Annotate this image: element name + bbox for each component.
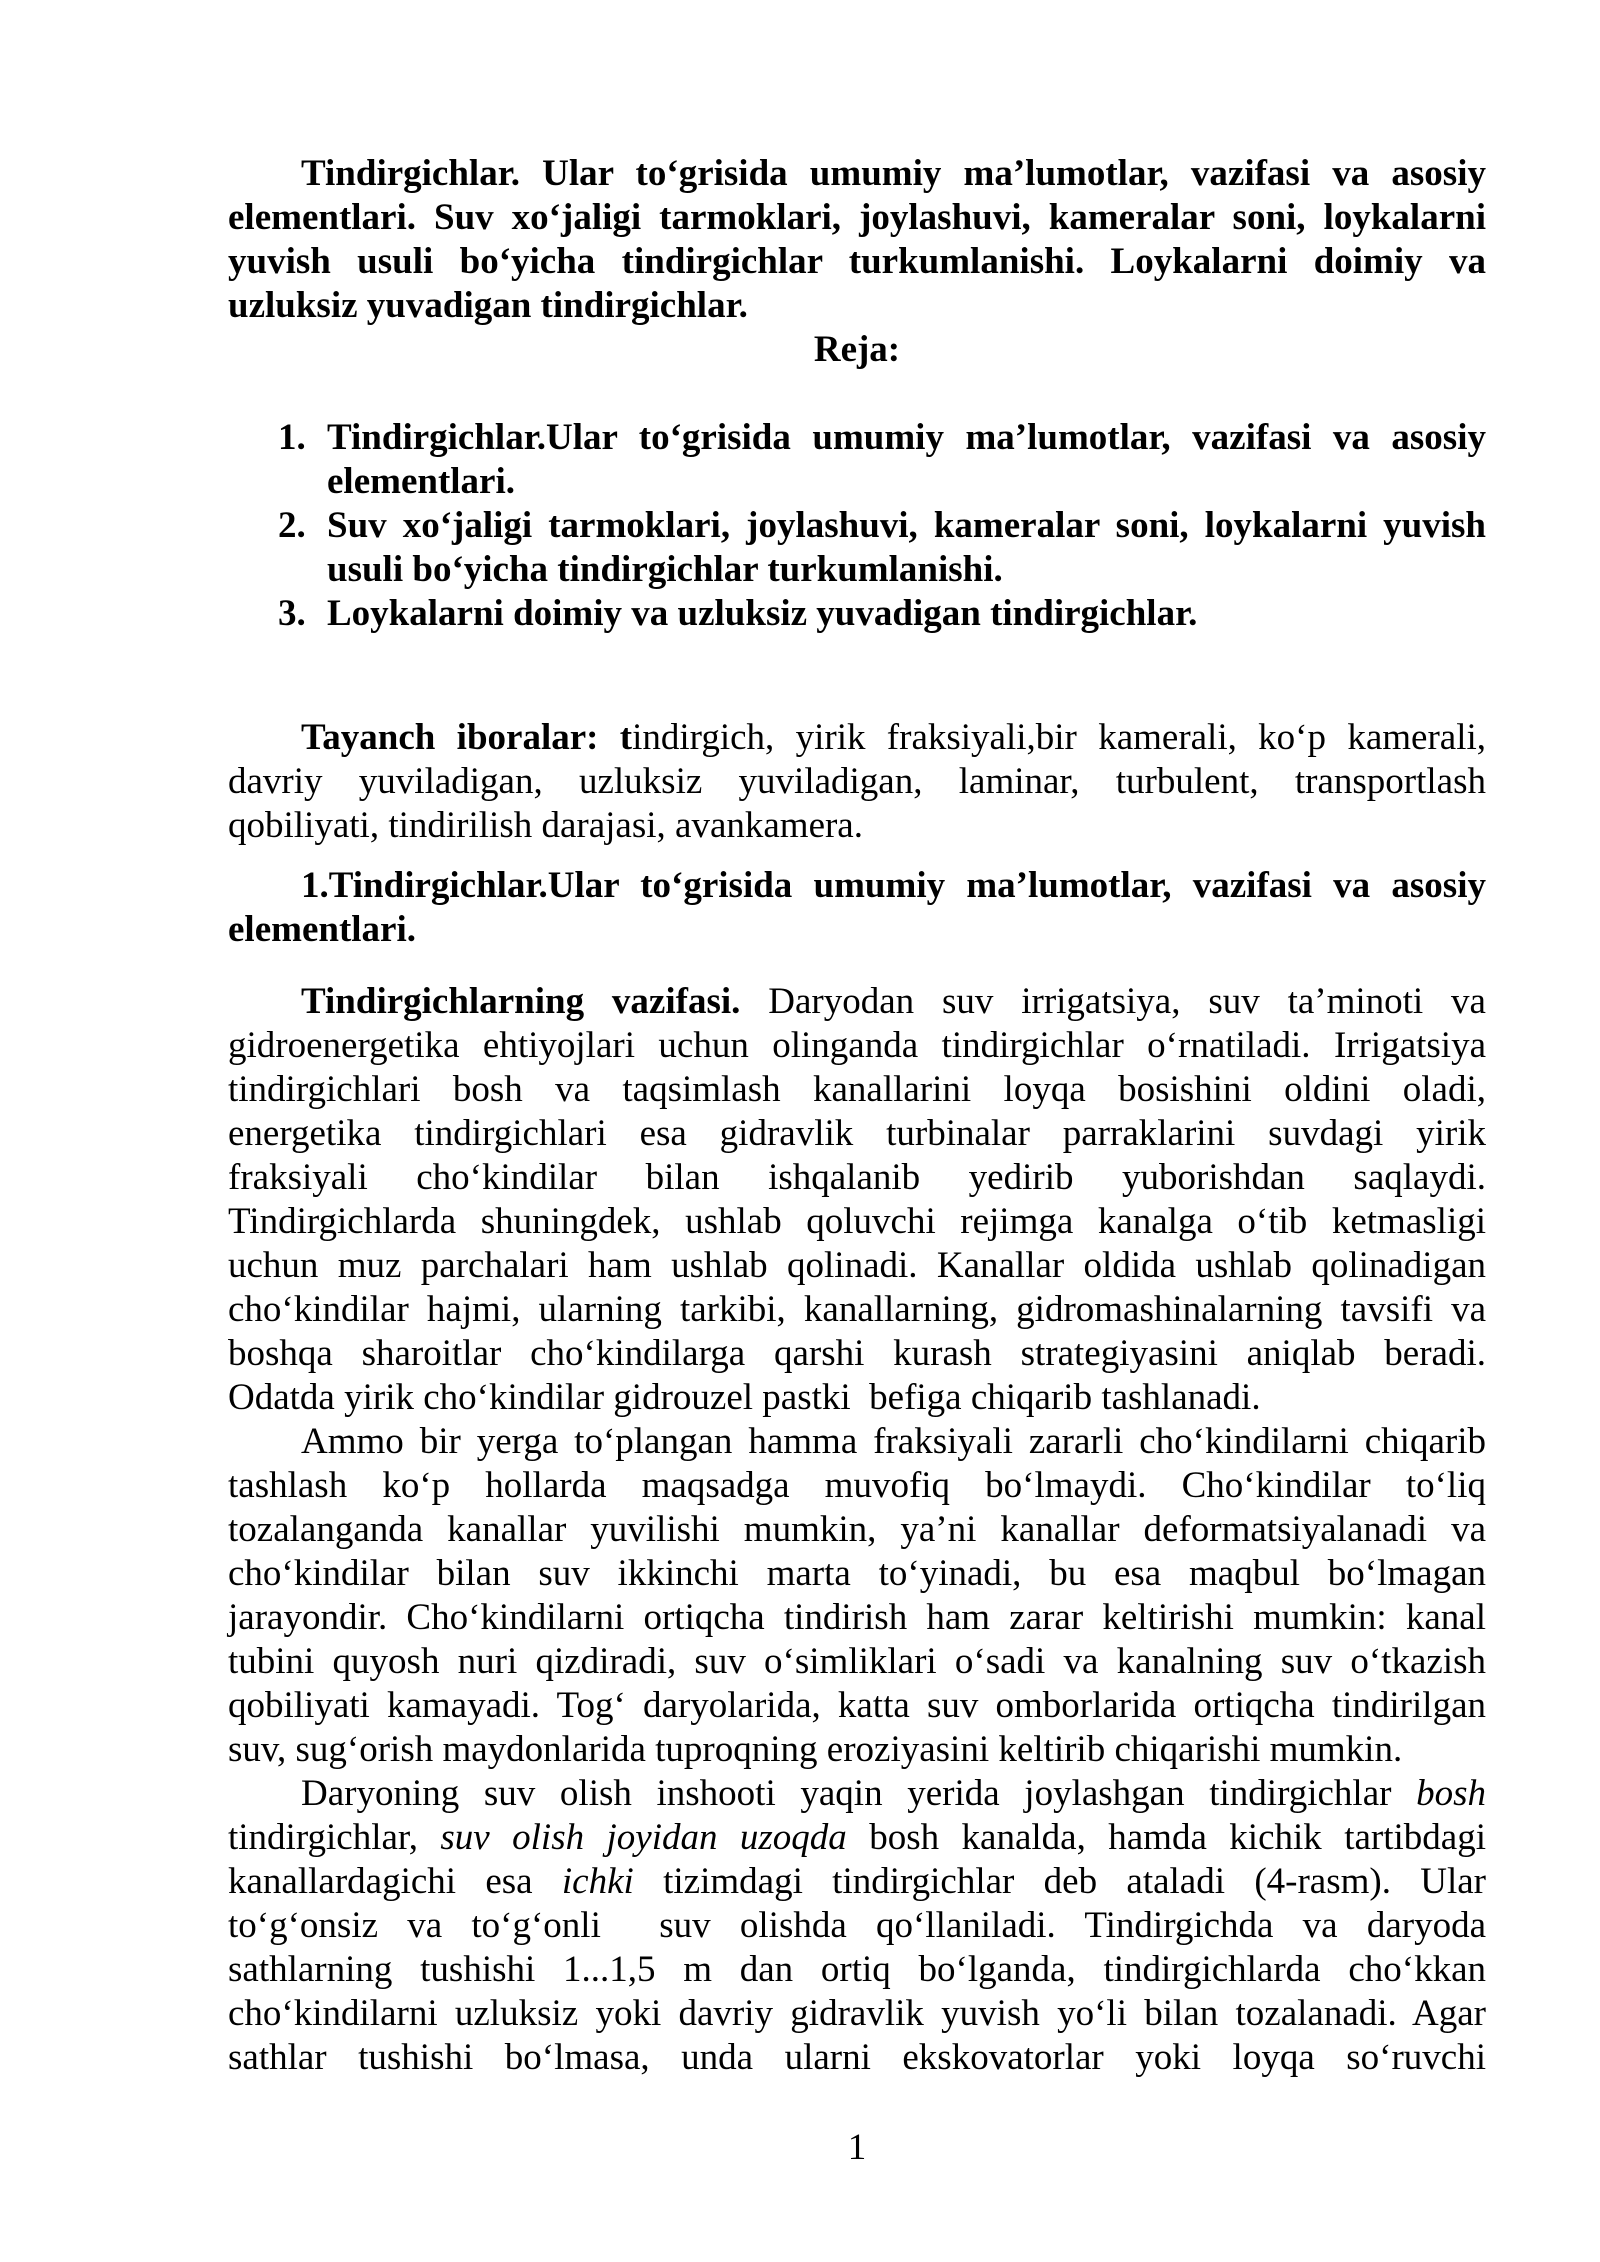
text-line (228, 908, 1486, 952)
text-run: cho‘kindilar hajmi, ularning tarkibi, kanallarning, gidromashinalarning tavsifi va (228, 1289, 1486, 1330)
spacer (228, 848, 1486, 864)
text-run: Tindirgichlar. Ular to‘grisida umumiy ma’lumotlar, vazifasi va asosiy (301, 153, 1486, 194)
text-run: fraksiyali cho‘kindilar bilan ishqalanib yedirib yuborishdan saqlaydi. (228, 1157, 1486, 1198)
text-line (228, 1948, 1486, 1992)
text-run: Loykalarni doimiy va uzluksiz yuvadigan tindirgichlar. (327, 593, 1198, 634)
spacer (228, 952, 1486, 980)
text-run: Suv xo‘jaligi tarmoklari, joylashuvi, kameralar soni, loykalarni yuvish (327, 505, 1486, 546)
text-line (228, 1464, 1486, 1508)
list-number: 1. (278, 417, 306, 458)
text-run: sathlar tushishi bo‘lmasa, unda ularni ekskovatorlar yoki loyqa so‘ruvchi (228, 2037, 1486, 2078)
text-run: gidroenergetika ehtiyojlari uchun olinganda tindirgichlar o‘rnatiladi. Irrigatsiya (228, 1025, 1486, 1066)
text-run: indirgich, yirik fraksiyali,bir kamerali, ko‘p kamerali, (632, 717, 1486, 758)
text-line (228, 1772, 1486, 1816)
text-line (228, 284, 1486, 328)
text-line (228, 1376, 1486, 1420)
text-run: energetika tindirgichlari esa gidravlik turbinalar parraklarini suvdagi yirik (228, 1113, 1486, 1154)
text-line (228, 760, 1486, 804)
text-run: elementlari. (228, 909, 416, 950)
text-line (228, 460, 1486, 504)
text-run: suv, sug‘orish maydonlarida tuproqning eroziyasini keltirib chiqarishi mumkin. (228, 1729, 1403, 1770)
text-run: Daryoning suv olish inshooti yaqin yerida joylashgan tindirgichlar (301, 1773, 1417, 1814)
text-line (228, 1596, 1486, 1640)
text-line (228, 1992, 1486, 2036)
text-run: tindirgichlar, (228, 1817, 441, 1858)
spacer (228, 636, 1486, 716)
text-line (228, 2036, 1486, 2080)
text-run: yuvish usuli bo‘yicha tindirgichlar turkumlanishi. Loykalarni doimiy va (228, 241, 1486, 282)
text-run: to‘g‘onsiz va to‘g‘onli suv olishda qo‘llaniladi. Tindirgichda va daryoda (228, 1905, 1486, 1946)
text-line (228, 1156, 1486, 1200)
text-line (228, 1288, 1486, 1332)
text-run: bosh kanalda, hamda kichik tartibdagi (846, 1817, 1486, 1858)
text-line (228, 1024, 1486, 1068)
text-line (228, 152, 1486, 196)
text-line (228, 1816, 1486, 1860)
spacer (228, 372, 1486, 416)
text-line (228, 864, 1486, 908)
text-line (228, 804, 1486, 848)
page-number: 1 (847, 2127, 867, 2168)
text-line (228, 1244, 1486, 1288)
text-line (228, 1728, 1486, 1772)
text-run: tozalanganda kanallar yuvilishi mumkin, ya’ni kanallar deformatsiyalanadi va (228, 1509, 1486, 1550)
text-line (228, 1508, 1486, 1552)
text-run: Reja: (813, 329, 901, 370)
text-run: davriy yuviladigan, uzluksiz yuviladigan, laminar, turbulent, transportlash (228, 761, 1486, 802)
text-line (228, 416, 1486, 460)
text-run: cho‘kindilarni uzluksiz yoki davriy gidravlik yuvish yo‘li bilan tozalanadi. Agar (228, 1993, 1486, 2034)
text-line (228, 504, 1486, 548)
text-run: qobiliyati kamayadi. Tog‘ daryolarida, katta suv omborlarida ortiqcha tindirilgan (228, 1685, 1486, 1726)
text-line (228, 1068, 1486, 1112)
text-run: boshqa sharoitlar cho‘kindilarga qarshi kurash strategiyasini aniqlab beradi. (228, 1333, 1486, 1374)
text-run: Tindirgichlarda shuningdek, ushlab qoluvchi rejimga kanalga o‘tib ketmasligi (228, 1201, 1486, 1242)
text-run: tindirgichlari bosh va taqsimlash kanallarini loyqa bosishini oldini oladi, (228, 1069, 1486, 1110)
text-run: jarayondir. Cho‘kindilarni ortiqcha tindirish ham zarar keltirishi mumkin: kanal (228, 1597, 1486, 1638)
text-line (228, 240, 1486, 284)
text-line (228, 1200, 1486, 1244)
text-run: bosh (1416, 1773, 1486, 1814)
text-run: tizimdagi tindirgichlar deb ataladi (4-rasm). Ular (633, 1861, 1486, 1902)
document-body (228, 152, 1486, 2080)
centered-line (228, 328, 1486, 372)
text-run: qobiliyati, tindirilish darajasi, avankamera. (228, 805, 863, 846)
text-run: kanallardagichi esa (228, 1861, 562, 1902)
text-line (228, 1684, 1486, 1728)
text-run: elementlari. Suv xo‘jaligi tarmoklari, joylashuvi, kameralar soni, loykalarni (228, 197, 1486, 238)
text-line (228, 1112, 1486, 1156)
text-run: ichki (561, 1861, 634, 1902)
text-line (228, 1332, 1486, 1376)
text-run: tashlash ko‘p hollarda maqsadga muvofiq bo‘lmaydi. Cho‘kindilar to‘liq (228, 1465, 1486, 1506)
text-line (228, 716, 1486, 760)
text-run: Tayanch iboralar: t (301, 717, 633, 758)
list-number: 3. (278, 593, 306, 634)
text-run: uzluksiz yuvadigan tindirgichlar. (228, 285, 748, 326)
text-line (228, 592, 1486, 636)
text-run: elementlari. (327, 461, 515, 502)
text-run: Odatda yirik cho‘kindilar gidrouzel pastki befiga chiqarib tashlanadi. (228, 1377, 1261, 1418)
text-line (228, 548, 1486, 592)
text-run: uchun muz parchalari ham ushlab qolinadi. Kanallar oldida ushlab qolinadigan (228, 1245, 1486, 1286)
text-run: cho‘kindilar bilan suv ikkinchi marta to‘yinadi, bu esa maqbul bo‘lmagan (228, 1553, 1486, 1594)
list-number: 2. (278, 505, 306, 546)
text-line (228, 980, 1486, 1024)
text-run: tubini quyosh nuri qizdiradi, suv o‘simliklari o‘sadi va kanalning suv o‘tkazish (228, 1641, 1486, 1682)
text-run: Ammo bir yerga to‘plangan hamma fraksiyali zararli cho‘kindilarni chiqarib (301, 1421, 1486, 1462)
text-run: usuli bo‘yicha tindirgichlar turkumlanishi. (327, 549, 1003, 590)
text-run: Tindirgichlarning vazifasi. (301, 981, 741, 1022)
text-line (228, 1904, 1486, 1948)
text-line (228, 1860, 1486, 1904)
text-run: 1.Tindirgichlar.Ular to‘grisida umumiy ma’lumotlar, vazifasi va asosiy (301, 865, 1486, 906)
text-line (228, 1552, 1486, 1596)
text-line (228, 1640, 1486, 1684)
text-run: suv olish joyidan uzoqda (440, 1817, 847, 1858)
text-run: sathlarning tushishi 1...1,5 m dan ortiq bo‘lganda, tindirgichlarda cho‘kkan (228, 1949, 1486, 1990)
text-run: Daryodan suv irrigatsiya, suv ta’minoti va (740, 981, 1486, 1022)
text-line (228, 1420, 1486, 1464)
text-run: Tindirgichlar.Ular to‘grisida umumiy ma’lumotlar, vazifasi va asosiy (327, 417, 1486, 458)
text-line (228, 196, 1486, 240)
